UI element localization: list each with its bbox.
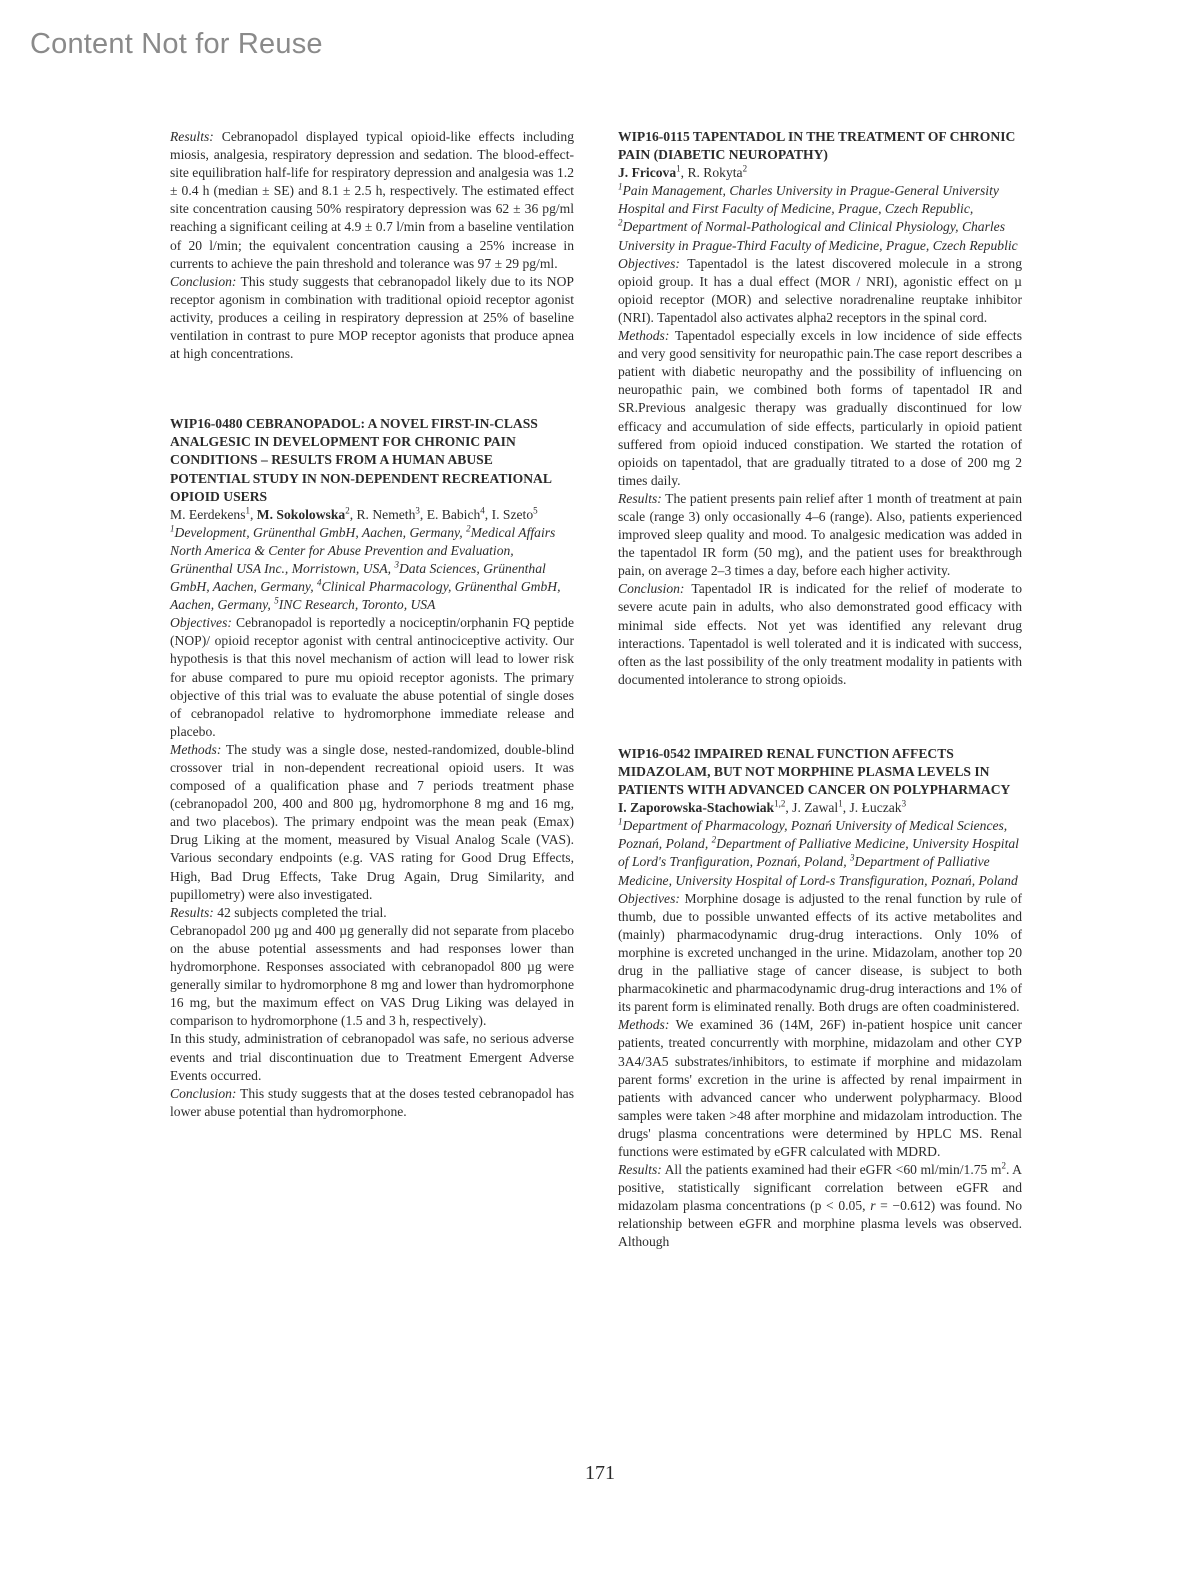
author: R. Rokyta: [687, 165, 743, 181]
section-text: This study suggests that at the doses tested cebranopadol has lower abuse potential than hydromorphone.: [170, 1085, 574, 1119]
results: [618, 490, 1022, 580]
affil-sup: 2: [711, 834, 717, 845]
affiliation: Department of Palliative Medicine, University Hospital of Lord's Tranfiguration, Poznań, Poland,: [618, 836, 1019, 870]
methods: [618, 327, 1022, 490]
conclusion: [170, 1085, 574, 1121]
affil-sup: 1: [618, 181, 623, 192]
author-sup: 2: [742, 163, 748, 174]
section-text: Cebranopadol is reportedly a nociceptin/orphanin FQ peptide (NOP)/ opioid receptor agonist with central antinociceptive activity. Our hypothesis is that this novel mechanism of action will lead to lower risk for abuse compared to pure mu opioid receptor agonists. The primary objective of this trial was to evaluate the abuse potential of single doses of cebranopadol relative to hydromorphone immediate release and placebo.: [170, 615, 574, 739]
affil-sup: 2: [466, 523, 471, 534]
author: I. Szeto: [491, 506, 534, 522]
section-label: Conclusion:: [170, 273, 237, 289]
author-list: J. Fricova$^1$, R. Rokyta$^2$: [618, 163, 748, 181]
prev-results: [170, 128, 574, 273]
affil-sup: 5: [274, 595, 279, 606]
author-sup: 4: [480, 505, 485, 516]
abstract-title: WIP16-0115 TAPENTADOL IN THE TREATMENT OF CHRONIC PAIN (DIABETIC NEUROPATHY): [618, 129, 1016, 163]
right-column: [618, 128, 1022, 1252]
section-label: Conclusion:: [618, 581, 685, 597]
left-column: [170, 128, 574, 1121]
author-sup: 1: [245, 505, 250, 516]
results: [618, 1161, 1022, 1251]
affil-sup: 3: [850, 852, 855, 863]
section-label: Results:: [618, 1162, 662, 1178]
section-label: Conclusion:: [170, 1085, 237, 1101]
affil-sup: 2: [618, 217, 623, 228]
author-sup: 3: [901, 798, 907, 809]
affiliation: Clinical Pharmacology, Grünenthal GmbH, Aachen, Germany,: [170, 579, 561, 613]
author-sup: 1,2: [774, 798, 786, 809]
affiliation: Department of Normal-Pathological and Clinical Physiology, Charles University in Prague-Third Faculty of Medicine, Prague, Czech Republic: [618, 219, 1018, 253]
results-paragraph: Cebranopadol 200 µg and 400 µg generally did not separate from placebo on the abuse potential assessments and had responses lower than hydromorphone. Responses associated with cebranopadol 800 µg were generally similar to hydromorphone 8 mg and lower than hydromorphone 16 mg, but the maximum effect on VAS Drug Liking was delayed in comparison to hydromorphone (1.5 and 3 h, respectively).: [170, 922, 574, 1029]
section-label: Methods:: [170, 741, 222, 757]
author-sup: 3: [415, 505, 420, 516]
section-text: = −0.612) was found. No relationship between eGFR and morphine plasma levels was observed. Although: [618, 1198, 1022, 1250]
affiliation: INC Research, Toronto, USA: [278, 597, 436, 613]
section-text: This study suggests that cebranopadol likely due to its NOP receptor agonism in combination with traditional opioid receptor agonist activity, produces a ceiling in respiratory depression at 25% of baseline ventilation in contrast to pure MOP receptor agonists that produce apnea at high concentrations.: [170, 273, 574, 362]
affiliation: Department of Pharmacology, Poznań University of Medical Sciences, Poznań, Poland,: [618, 818, 1008, 852]
methods: [618, 1016, 1022, 1161]
author-list: M. Eerdekens$^1$, M. Sokolowska$^2$, R. Nemeth$^3$, E. Babich$^4$, I. Szeto$^5$: [170, 505, 538, 522]
results-paragraph: In this study, administration of cebranopadol was safe, no serious adverse events and trial discontinuation due to Treatment Emergent Adverse Events occurred.: [170, 1031, 574, 1083]
watermark: Content Not for Reuse: [30, 28, 323, 60]
conclusion: [618, 580, 1022, 689]
affil-sup: 1: [618, 816, 623, 827]
section-text: 42 subjects completed the trial.: [213, 904, 387, 920]
abstract-title: WIP16-0542 IMPAIRED RENAL FUNCTION AFFECTS MIDAZOLAM, BUT NOT MORPHINE PLASMA LEVELS IN PATIENTS WITH ADVANCED CANCER ON POLYPHARMACY: [618, 745, 1011, 798]
presenting-author: J. Fricova: [618, 165, 677, 181]
author: R. Nemeth: [356, 506, 416, 522]
section-text: Tapentadol is the latest discovered molecule in a strong opioid group. It has a dual effect (MOR / NRI), agonistic effect on µ opioid receptor (MOR) and selective noradrenaline reuptake inhibitor (NRI). Tapentadol also activates alpha2 receptors in the spinal cord.: [618, 255, 1022, 325]
affiliations: [170, 524, 574, 614]
page-number: 171: [585, 1462, 615, 1484]
presenting-author: M. Sokolowska: [256, 506, 346, 522]
section-label: Results:: [170, 904, 214, 920]
author: M. Eerdekens: [170, 506, 246, 522]
abstract-title: WIP16-0480 CEBRANOPADOL: A NOVEL FIRST-IN-CLASS ANALGESIC IN DEVELOPMENT FOR CHRONIC PAIN CONDITIONS – RESULTS FROM A HUMAN ABUSE POTENTIAL STUDY IN NON-DEPENDENT RECREATIONAL OPIOID USERS: [170, 416, 552, 504]
author-sup: 1: [838, 798, 843, 809]
prev-conclusion: [170, 273, 574, 363]
section-label: Methods:: [618, 328, 670, 344]
author: E. Babich: [426, 506, 481, 522]
section-text: Tapentadol especially excels in low incidence of side effects and very good sensitivity for neuropathic pain.The case report describes a patient with diabetic neuropathy and the possibility of influencing on neuropathic pain, we combined both forms of tapentadol IR and SR.Previous analgesic therapy was gradually discontinued for low efficacy and accumulation of side effects, particularly in opioid patient suffered from opioid induced constipation. We started the rotation of opioids on tapentadol, that are gradually titrated to a dose of 200 mg 2 times daily.: [618, 328, 1022, 488]
section-label: Methods:: [618, 1017, 670, 1033]
section-label: Results:: [170, 129, 214, 144]
section-label: Results:: [618, 490, 662, 506]
affiliation: Pain Management, Charles University in Prague-General University Hospital and First Faculty of Medicine, Prague, Czech Republic,: [618, 183, 999, 217]
objectives: [618, 255, 1022, 327]
affiliations: [618, 182, 1022, 254]
section-text: All the patients examined had their eGFR <60 ml/min/1.75 m: [661, 1162, 1002, 1178]
methods: [170, 741, 574, 904]
section-text: The study was a single dose, nested-randomized, double-blind crossover trial in non-dependent recreational opioid users. It was composed of a qualification phase and 7 periods treatment phase (cebranopadol 200, 400 and 800 µg, hydromorphone 8 mg and 16 mg, and two placebos). The primary endpoint was the mean peak (Emax) Drug Liking at the moment, measured by Visual Analog Scale (VAS). Various secondary endpoints (e.g. VAS rating for Good Drug Effects, High, Bad Drug Effects, Take Drug Again, Drug Similarity, and pupillometry) were also investigated.: [170, 741, 574, 902]
superscript: 2: [1001, 1160, 1006, 1171]
affil-sup: 1: [170, 523, 175, 534]
author-sup: 2: [345, 505, 350, 516]
results: [170, 904, 574, 922]
section-label: Objectives:: [170, 615, 232, 631]
affiliation: Department of Palliative Medicine, University Hospital of Lord-s Transfiguration, Poznań, Poland: [618, 854, 1018, 888]
author-sup: 1: [676, 163, 681, 174]
author: J. Zawal: [792, 800, 839, 816]
spacer: [618, 689, 1022, 745]
objectives: [618, 890, 1022, 1017]
section-text: Morphine dosage is adjusted to the renal function by rule of thumb, due to possible unwanted effects of its active metabolites and (mainly) pharmacodynamic drug-drug interactions. Only 10% of morphine is excreted unchanged in the urine. Midazolam, another top 20 drug in the palliative stage of cancer disease, is subject to both pharmacokinetic and pharmacodynamic drug-drug interactions and 1% of its parent form is eliminated renally. Both drugs are often coadministered.: [618, 890, 1022, 1015]
author-list: I. Zaporowska-Stachowiak$^{1,2}$, J. Zawal$^1$, J. Łuczak$^3$: [618, 798, 907, 816]
section-text: We examined 36 (14M, 26F) in-patient hospice unit cancer patients, treated concurrently with morphine, midazolam and other CYP 3A4/3A5 substrates/inhibitors, to estimate if morphine and midazolam parent forms' excretion in the urine is affected by renal impairment in patients with advanced cancer who underwent polypharmacy. Blood samples were taken >48 after morphine and midazolam introduction. The drugs' plasma concentrations were determined by HPLC MS. Renal functions were estimated by eGFR calculated with MDRD.: [618, 1017, 1022, 1159]
presenting-author: I. Zaporowska-Stachowiak: [618, 800, 775, 816]
affil-sup: 3: [394, 559, 399, 570]
author: J. Łuczak: [849, 800, 902, 816]
author-sup: 5: [533, 505, 538, 516]
section-text: Cebranopadol displayed typical opioid-like effects including miosis, analgesia, respiratory depression and sedation. The blood-effect-site equilibration half-life for respiratory depression and analgesia was 1.2 ± 0.4 h (median ± SE) and 8.1 ± 2.5 h, respectively. The estimated effect site concentration causing 50% respiratory depression was 62 ± 36 pg/ml reaching a significant ceiling at 4.9 ± 0.7 l/min from a baseline ventilation of 20 l/min; the equivalent concentration causing a 25% increase in currents to achieve the pain threshold and tolerance was 97 ± 29 pg/ml.: [170, 129, 574, 271]
affiliation: Development, Grünenthal GmbH, Aachen, Germany,: [174, 524, 463, 540]
section-label: Objectives:: [618, 890, 680, 906]
affil-sup: 4: [317, 577, 322, 588]
section-text: The patient presents pain relief after 1 month of treatment at pain scale (range 3) only occasionally 4–6 (range). Also, patients experienced improved sleep quality and mood. To analgesic medication was added in the tapentadol IR form (50 mg), and the patient uses for breakthrough pain, on average 2–3 times a day, before each higher activity.: [618, 490, 1022, 579]
spacer: [170, 363, 574, 415]
section-label: Objectives:: [618, 255, 680, 271]
stat-symbol: r: [870, 1198, 876, 1214]
objectives: [170, 614, 574, 741]
affiliation: Data Sciences, Grünenthal GmbH, Aachen, Germany,: [170, 560, 546, 595]
affiliation: Medical Affairs North America & Center for Abuse Prevention and Evaluation, Grünenthal USA Inc., Morristown, USA,: [170, 524, 556, 576]
section-text: Tapentadol IR is indicated for the relief of moderate to severe acute pain in adults, who also demonstrated good efficacy with minimal side effects. Not yet was identified any relevant drug interactions. Tapentadol is well tolerated and it is indicated with success, often as the last possibility of the only treatment modality in patients with documented intolerance to strong opioids.: [618, 581, 1022, 687]
affiliations: [618, 817, 1022, 889]
section-text: . A positive, statistically significant correlation between eGFR and midazolam plasma concentrations (p < 0.05,: [618, 1162, 1022, 1214]
